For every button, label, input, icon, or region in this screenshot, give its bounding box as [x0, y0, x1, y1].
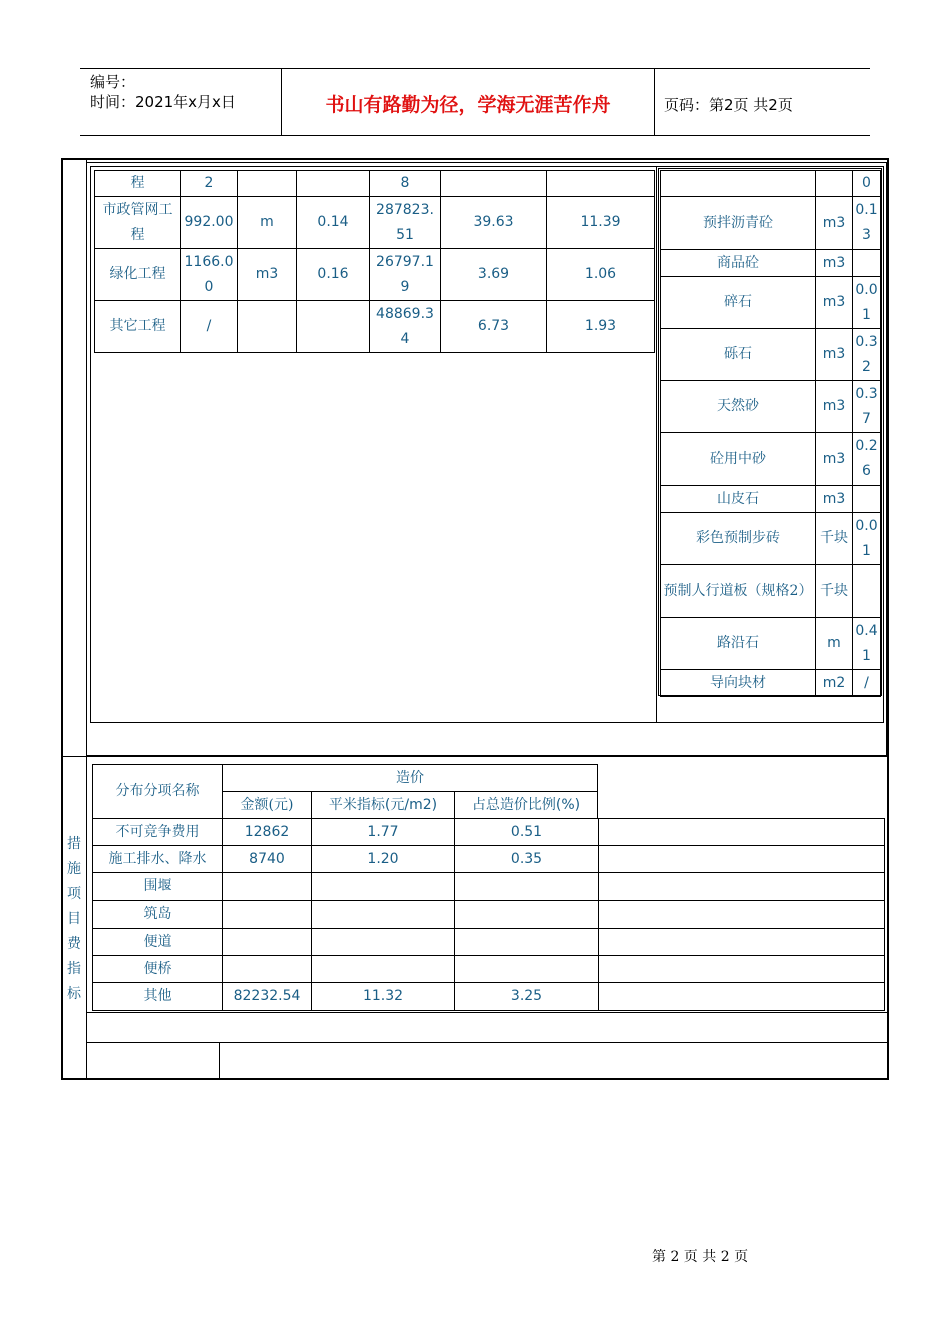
value-cell: 48869.34: [369, 300, 441, 353]
material-value-cell: 0.01: [852, 512, 881, 565]
col-header-per-m2: 平米指标(元/m2): [311, 791, 455, 819]
value-cell: 8: [369, 170, 441, 197]
header-meta: [90, 72, 236, 112]
material-name-cell: 砼用中砂: [660, 432, 816, 486]
value-cell: 39.63: [440, 196, 547, 249]
value-cell: 1.06: [546, 248, 655, 301]
material-name-cell: 预拌沥青砼: [660, 196, 816, 250]
value-cell: 0.14: [296, 196, 370, 249]
material-unit-cell: m3: [815, 249, 853, 277]
measure-value-cell: 82232.54: [222, 982, 312, 1011]
measure-value-cell: [311, 872, 455, 901]
material-name-cell: 碎石: [660, 276, 816, 329]
material-unit-cell: m3: [815, 485, 853, 513]
measure-value-cell: [222, 872, 312, 901]
measure-name-cell: 便道: [92, 928, 223, 956]
empty-cell: [598, 818, 885, 846]
material-name-cell: 商品砼: [660, 249, 816, 277]
bottom-cell-divider: [219, 1042, 220, 1078]
measure-value-cell: [454, 900, 599, 929]
value-cell: 6.73: [440, 300, 547, 353]
measures-bottom-rule: [86, 1012, 887, 1013]
value-cell: /: [180, 300, 238, 353]
material-value-cell: 0.37: [852, 380, 881, 433]
header-page-number: 页码：第2页 共2页: [664, 96, 793, 114]
measure-value-cell: [222, 928, 312, 956]
material-unit-cell: m2: [815, 669, 853, 697]
material-value-cell: 0: [852, 170, 881, 197]
material-value-cell: [852, 249, 881, 277]
col-header-name: 分布分项名称: [92, 764, 223, 819]
measure-value-cell: 0.51: [454, 818, 599, 846]
value-cell: m: [237, 196, 297, 249]
material-unit-cell: 千块: [815, 564, 853, 618]
document-time-label: 时间：2021年x月x日: [90, 93, 236, 111]
measure-name-cell: 筑岛: [92, 900, 223, 929]
header-divider: [654, 68, 655, 136]
material-unit-cell: [815, 170, 853, 197]
value-cell: [237, 170, 297, 197]
measure-value-cell: 1.77: [311, 818, 455, 846]
material-unit-cell: 千块: [815, 512, 853, 565]
measure-name-cell: 不可竞争费用: [92, 818, 223, 846]
material-name-cell: 导向块材: [660, 669, 816, 697]
measure-value-cell: [311, 900, 455, 929]
value-cell: [546, 170, 655, 197]
empty-cell: [598, 955, 885, 983]
measure-name-cell: 施工排水、降水: [92, 845, 223, 873]
value-cell: 1.93: [546, 300, 655, 353]
header-motto: 书山有路勤为径，学海无涯苦作舟: [325, 94, 611, 116]
measure-value-cell: 12862: [222, 818, 312, 846]
col-header-ratio: 占总造价比例(%): [454, 791, 598, 819]
material-value-cell: [852, 564, 881, 618]
measure-value-cell: 1.20: [311, 845, 455, 873]
measure-name-cell: 其他: [92, 982, 223, 1011]
value-cell: 287823.51: [369, 196, 441, 249]
value-cell: [237, 300, 297, 353]
material-name-cell: 砾石: [660, 328, 816, 381]
measure-value-cell: [454, 928, 599, 956]
material-name-cell: 山皮石: [660, 485, 816, 513]
measure-value-cell: [454, 872, 599, 901]
material-unit-cell: m3: [815, 196, 853, 250]
empty-cell: [598, 900, 885, 929]
page-footer: 第 2 页 共 2 页: [652, 1249, 749, 1265]
value-cell: [296, 170, 370, 197]
material-value-cell: /: [852, 669, 881, 697]
header-bottom-rule: [80, 135, 870, 136]
measure-value-cell: 0.35: [454, 845, 599, 873]
material-name-cell: [660, 170, 816, 197]
measure-value-cell: [222, 900, 312, 929]
material-unit-cell: m3: [815, 432, 853, 486]
measure-name-cell: 围堰: [92, 872, 223, 901]
material-value-cell: 0.13: [852, 196, 881, 250]
measure-name-cell: 便桥: [92, 955, 223, 983]
value-cell: 11.39: [546, 196, 655, 249]
material-unit-cell: m3: [815, 328, 853, 381]
material-value-cell: [852, 485, 881, 513]
measure-value-cell: 11.32: [311, 982, 455, 1011]
header-top-rule: [80, 68, 870, 69]
upper-split-divider: [656, 166, 657, 723]
section-divider: [62, 756, 888, 757]
value-cell: [440, 170, 547, 197]
material-unit-cell: m3: [815, 276, 853, 329]
measure-value-cell: [311, 955, 455, 983]
material-name-cell: 路沿石: [660, 617, 816, 670]
value-cell: 992.00: [180, 196, 238, 249]
measure-value-cell: [222, 955, 312, 983]
material-value-cell: 0.41: [852, 617, 881, 670]
item-name-cell: 程: [94, 170, 181, 197]
material-unit-cell: m: [815, 617, 853, 670]
value-cell: 3.69: [440, 248, 547, 301]
measures-side-label: 措施项目费指标: [67, 836, 81, 1002]
value-cell: m3: [237, 248, 297, 301]
value-cell: 1166.00: [180, 248, 238, 301]
col-header-cost: 造价: [222, 764, 598, 792]
empty-cell: [598, 928, 885, 956]
measure-value-cell: 8740: [222, 845, 312, 873]
value-cell: 2: [180, 170, 238, 197]
empty-cell: [598, 982, 885, 1011]
empty-cell: [598, 872, 885, 901]
material-name-cell: 天然砂: [660, 380, 816, 433]
measure-value-cell: [311, 928, 455, 956]
material-value-cell: 0.26: [852, 432, 881, 486]
material-name-cell: 彩色预制步砖: [660, 512, 816, 565]
material-value-cell: 0.01: [852, 276, 881, 329]
col-header-amount: 金额(元): [222, 791, 312, 819]
document-number-label: 编号：: [90, 73, 136, 91]
material-unit-cell: m3: [815, 380, 853, 433]
empty-cell: [598, 845, 885, 873]
material-value-cell: 0.32: [852, 328, 881, 381]
item-name-cell: 其它工程: [94, 300, 181, 353]
measure-value-cell: [454, 955, 599, 983]
item-name-cell: 市政管网工程: [94, 196, 181, 249]
bottom-divider: [86, 1042, 888, 1043]
measure-value-cell: 3.25: [454, 982, 599, 1011]
value-cell: [296, 300, 370, 353]
material-name-cell: 预制人行道板（规格2）: [660, 564, 816, 618]
item-name-cell: 绿化工程: [94, 248, 181, 301]
value-cell: 0.16: [296, 248, 370, 301]
value-cell: 26797.19: [369, 248, 441, 301]
